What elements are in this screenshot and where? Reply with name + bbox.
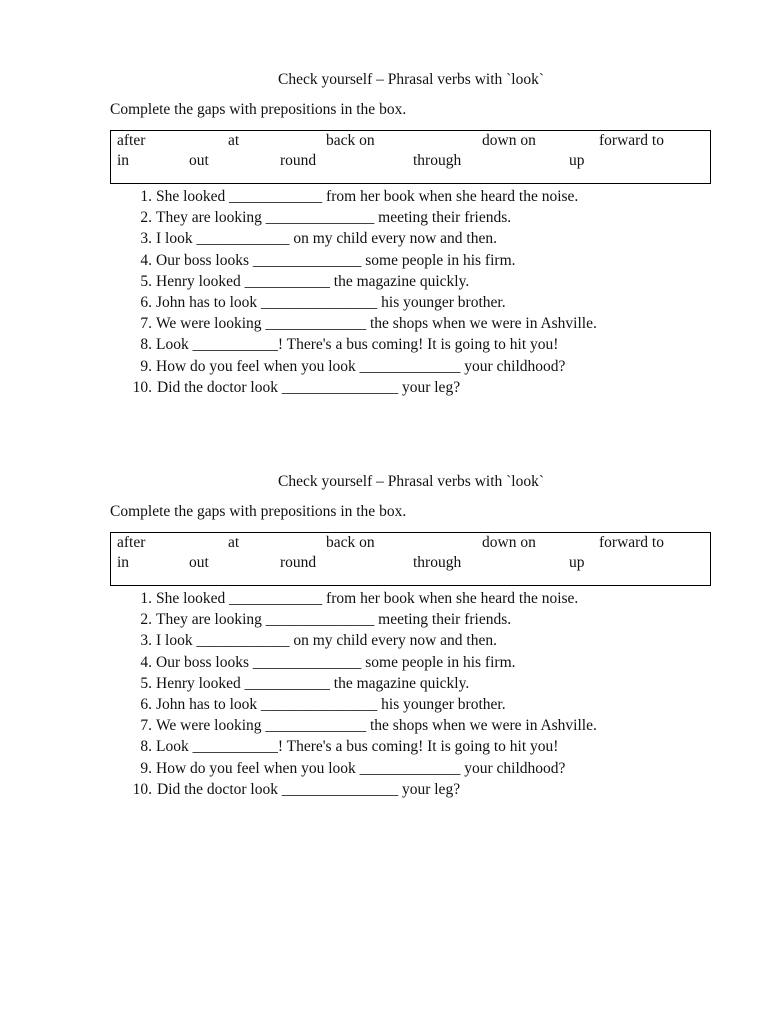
- question-number: 3.: [140, 230, 152, 248]
- word-at: at: [228, 534, 240, 551]
- question-item: [0, 609, 768, 630]
- question-text: Henry looked ___________ the magazine quickly.: [156, 272, 470, 290]
- word-up: up: [569, 152, 585, 169]
- question-item: [0, 292, 768, 313]
- question-item: [0, 228, 768, 249]
- question-text: Look ___________! There's a bus coming! It is going to hit you!: [156, 738, 559, 756]
- question-number: 1.: [140, 590, 152, 607]
- question-text: Henry looked ___________ the magazine quickly.: [156, 674, 470, 692]
- question-number: 3.: [140, 632, 152, 650]
- question-number: 4.: [140, 653, 152, 671]
- question-item: [0, 588, 768, 609]
- question-item: [0, 694, 768, 715]
- question-item: [0, 736, 768, 757]
- word-forward-to: forward to: [599, 132, 664, 149]
- question-list: [0, 186, 768, 398]
- question-text: They are looking ______________ meeting their friends.: [156, 611, 512, 629]
- question-number: 7.: [140, 717, 152, 735]
- question-item: [0, 652, 768, 673]
- question-text: Look ___________! There's a bus coming! It is going to hit you!: [156, 336, 559, 354]
- question-number: 5.: [140, 272, 152, 290]
- question-item: [0, 715, 768, 736]
- question-number: 1.: [140, 188, 152, 205]
- question-item: [0, 630, 768, 651]
- question-item: [0, 356, 768, 377]
- word-after: after: [117, 534, 146, 551]
- word-back-on: back on: [326, 534, 375, 551]
- question-number: 7.: [140, 315, 152, 333]
- word-box: [110, 532, 711, 586]
- question-item: [0, 779, 768, 800]
- word-down-on: down on: [482, 132, 536, 149]
- question-text: I look ____________ on my child every now and then.: [156, 230, 497, 248]
- question-number: 2.: [140, 209, 152, 227]
- word-forward-to: forward to: [599, 534, 664, 551]
- question-text: Our boss looks ______________ some people in his firm.: [156, 251, 516, 269]
- word-out: out: [189, 554, 209, 571]
- question-text: How do you feel when you look _____________ your childhood?: [156, 357, 566, 375]
- question-number: 6.: [140, 695, 152, 713]
- question-text: Did the doctor look _______________ your leg?: [157, 378, 461, 396]
- word-out: out: [189, 152, 209, 169]
- question-item: [0, 334, 768, 355]
- worksheet-instruction: Complete the gaps with prepositions in the box.: [110, 101, 407, 118]
- question-list: [0, 588, 768, 800]
- word-round: round: [280, 152, 317, 169]
- question-text: I look ____________ on my child every now and then.: [156, 632, 497, 650]
- question-text: We were looking _____________ the shops when we were in Ashville.: [156, 315, 597, 333]
- question-item: [0, 186, 768, 207]
- question-number: 8.: [140, 738, 152, 756]
- word-box: [110, 130, 711, 184]
- word-up: up: [569, 554, 585, 571]
- question-item: [0, 271, 768, 292]
- question-number: 9.: [140, 357, 152, 375]
- question-text: John has to look _______________ his younger brother.: [156, 293, 506, 311]
- question-number: 2.: [140, 611, 152, 629]
- worksheet-instruction: Complete the gaps with prepositions in the box.: [110, 503, 407, 520]
- question-text: Did the doctor look _______________ your leg?: [157, 780, 461, 798]
- question-number: 9.: [140, 759, 152, 777]
- word-at: at: [228, 132, 240, 149]
- question-item: [0, 250, 768, 271]
- question-item: [0, 377, 768, 398]
- word-back-on: back on: [326, 132, 375, 149]
- worksheet-title: Check yourself – Phrasal verbs with `look`: [277, 71, 545, 88]
- question-number: 10.: [132, 378, 152, 396]
- question-item: [0, 673, 768, 694]
- worksheet-title: Check yourself – Phrasal verbs with `look`: [277, 473, 545, 490]
- question-text: John has to look _______________ his younger brother.: [156, 695, 506, 713]
- question-number: 8.: [140, 336, 152, 354]
- question-item: [0, 758, 768, 779]
- question-number: 4.: [140, 251, 152, 269]
- question-item: [0, 313, 768, 334]
- question-number: 5.: [140, 674, 152, 692]
- question-text: She looked ____________ from her book when she heard the noise.: [156, 590, 579, 607]
- question-text: We were looking _____________ the shops when we were in Ashville.: [156, 717, 597, 735]
- question-text: How do you feel when you look _____________ your childhood?: [156, 759, 566, 777]
- word-down-on: down on: [482, 534, 536, 551]
- question-text: They are looking ______________ meeting their friends.: [156, 209, 512, 227]
- question-item: [0, 207, 768, 228]
- word-through: through: [413, 152, 462, 169]
- question-number: 10.: [132, 780, 152, 798]
- word-in: in: [117, 152, 130, 169]
- question-text: Our boss looks ______________ some people in his firm.: [156, 653, 516, 671]
- question-number: 6.: [140, 293, 152, 311]
- question-text: She looked ____________ from her book when she heard the noise.: [156, 188, 579, 205]
- word-after: after: [117, 132, 146, 149]
- word-round: round: [280, 554, 317, 571]
- word-through: through: [413, 554, 462, 571]
- word-in: in: [117, 554, 130, 571]
